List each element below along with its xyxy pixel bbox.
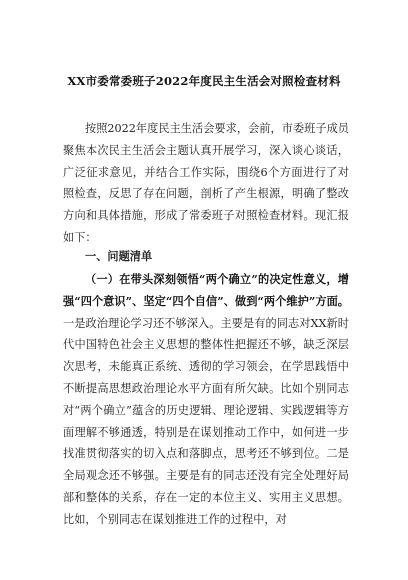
subsection-heading: （一）在带头深刻领悟“两个确立”的决定性意义，增强“四个意识”、坚定“四个自信”、做到“两个维护”方面。 [63, 272, 349, 308]
section-heading: 一、问题清单 [85, 249, 153, 263]
document-title: XX市委常委班子2022年度民主生活会对照检查材料 [67, 74, 341, 88]
intro-paragraph: 按照2022年度民主生活会要求，会前，市委班子成员聚焦本次民主生活会主题认真开展学习，深入谈心谈话，广泛征求意见，并结合工作实际，围绕6个方面进行了对照检查，反思了存在问题，剖析了产生根源，明确了整改方向和具体措施，形成了常委班子对照检查材料。现汇报如下： [63, 122, 349, 244]
subsection-paragraph [63, 269, 349, 531]
subsection-body: 一是政治理论学习还不够深入。主要是有的同志对XX新时代中国特色社会主义思想的整体性把握还不够，缺乏深层次思考，未能真正系统、透彻的学习领会，在学思践悟中不断提高思想政治理论水平方面有所欠缺。比如个别同志对“两个确立”蕴含的历史逻辑、理论逻辑、实践逻辑等方面理解不够通透，特别是在谋划推动工作中，如何进一步找准贯彻落实的切入点和落脚点，思考还不够到位。二是全局观念还不够强。主要是有的同志还没有完全处理好局部和整体的关系，存在一定的本位主义、实用主义思想。比如，个别同志在谋划推进工作的过程中，对 [63, 316, 349, 526]
